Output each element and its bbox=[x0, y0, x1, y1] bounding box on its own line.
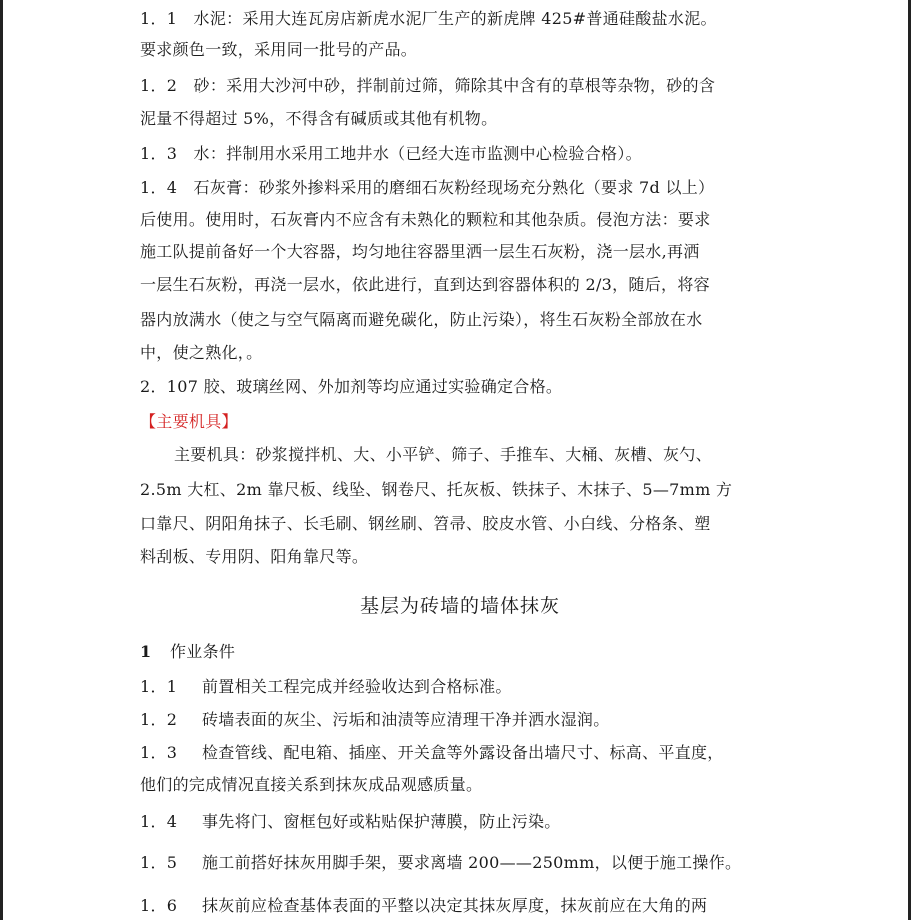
tools-line-3: 口靠尺、阴阳角抹子、长毛刷、钢丝刷、笤帚、胶皮水管、小白线、分格条、塑 bbox=[140, 514, 711, 533]
tools-line-1: 主要机具：砂浆搅拌机、大、小平铲、筛子、手推车、大桶、灰槽、灰勺、 bbox=[174, 445, 712, 464]
condition-item bbox=[140, 743, 724, 763]
condition-item-number: 1．1 bbox=[140, 677, 178, 696]
condition-item bbox=[140, 853, 741, 873]
tools-line-2: 2.5m 大杠、2m 靠尺板、线坠、钢卷尺、托灰板、铁抹子、木抹子、5—7mm 方 bbox=[140, 480, 733, 499]
condition-item-continuation: 他们的完成情况直接关系到抹灰成品观感质量。 bbox=[140, 775, 483, 794]
section-title: 基层为砖墙的墙体抹灰 bbox=[359, 595, 560, 617]
paragraph-1-2-line-1: 1．2 砂：采用大沙河中砂，拌制前过筛，筛除其中含有的草根等杂物，砂的含 bbox=[140, 76, 716, 95]
subheading-number: 1 bbox=[140, 642, 152, 661]
condition-item-number: 1．5 bbox=[140, 853, 178, 872]
paragraph-1-2-line-2: 泥量不得超过 5%，不得含有碱质或其他有机物。 bbox=[140, 109, 498, 128]
condition-item-text: 检查管线、配电箱、插座、开关盒等外露设备出墙尺寸、标高、平直度， bbox=[202, 743, 724, 762]
page-frame-left bbox=[0, 0, 3, 920]
paragraph-1-4-line-3: 施工队提前备好一个大容器，均匀地往容器里洒一层生石灰粉，浇一层水,再洒 bbox=[140, 242, 700, 261]
paragraph-1-3-line-1: 1．3 水：拌制用水采用工地井水（已经大连市监测中心检验合格）。 bbox=[140, 144, 642, 163]
paragraph-1-4-line-4: 一层生石灰粉，再浇一层水，依此进行，直到达到容器体积的 2/3，随后，将容 bbox=[140, 275, 710, 294]
paragraph-1-1-line-1: 1．1 水泥：采用大连瓦房店新虎水泥厂生产的新虎牌 425#普通硅酸盐水泥。 bbox=[140, 9, 717, 28]
condition-item-text: 抹灰前应检查基体表面的平整以决定其抹灰厚度，抹灰前应在大角的两 bbox=[202, 896, 708, 915]
tools-line-4: 料刮板、专用阴、阳角靠尺等。 bbox=[140, 547, 369, 566]
condition-item bbox=[140, 677, 512, 697]
condition-item bbox=[140, 812, 561, 832]
condition-item-number: 1．4 bbox=[140, 812, 178, 831]
condition-item-number: 1．2 bbox=[140, 710, 178, 729]
section-subheading bbox=[140, 642, 235, 662]
condition-item bbox=[140, 896, 707, 916]
paragraph-2-line-1: 2．107 胶、玻璃丝网、外加剂等均应通过实验确定合格。 bbox=[140, 377, 563, 396]
condition-item-number: 1．6 bbox=[140, 896, 178, 915]
condition-item-text: 砖墙表面的灰尘、污垢和油渍等应清理干净并洒水湿润。 bbox=[202, 710, 610, 729]
paragraph-1-1-line-2: 要求颜色一致，采用同一批号的产品。 bbox=[140, 40, 418, 59]
condition-item-number: 1．3 bbox=[140, 743, 178, 762]
paragraph-1-4-line-1: 1．4 石灰膏：砂浆外掺料采用的磨细石灰粉经现场充分熟化（要求 7d 以上） bbox=[140, 178, 715, 197]
subheading-text: 作业条件 bbox=[170, 642, 236, 661]
paragraph-1-4-line-2: 后使用。使用时，石灰膏内不应含有未熟化的颗粒和其他杂质。侵泡方法：要求 bbox=[140, 210, 711, 229]
paragraph-1-4-line-6: 中，使之熟化，。 bbox=[140, 343, 263, 362]
condition-item-text: 事先将门、窗框包好或粘贴保护薄膜，防止污染。 bbox=[202, 812, 561, 831]
condition-item-text: 施工前搭好抹灰用脚手架，要求离墙 200——250mm，以便于施工操作。 bbox=[202, 853, 742, 872]
condition-item bbox=[140, 710, 610, 730]
condition-item-text: 前置相关工程完成并经验收达到合格标准。 bbox=[202, 677, 512, 696]
tools-heading: 【主要机具】 bbox=[140, 412, 238, 431]
paragraph-1-4-line-5: 器内放满水（使之与空气隔离而避免碳化，防止污染），将生石灰粉全部放在水 bbox=[140, 310, 703, 329]
